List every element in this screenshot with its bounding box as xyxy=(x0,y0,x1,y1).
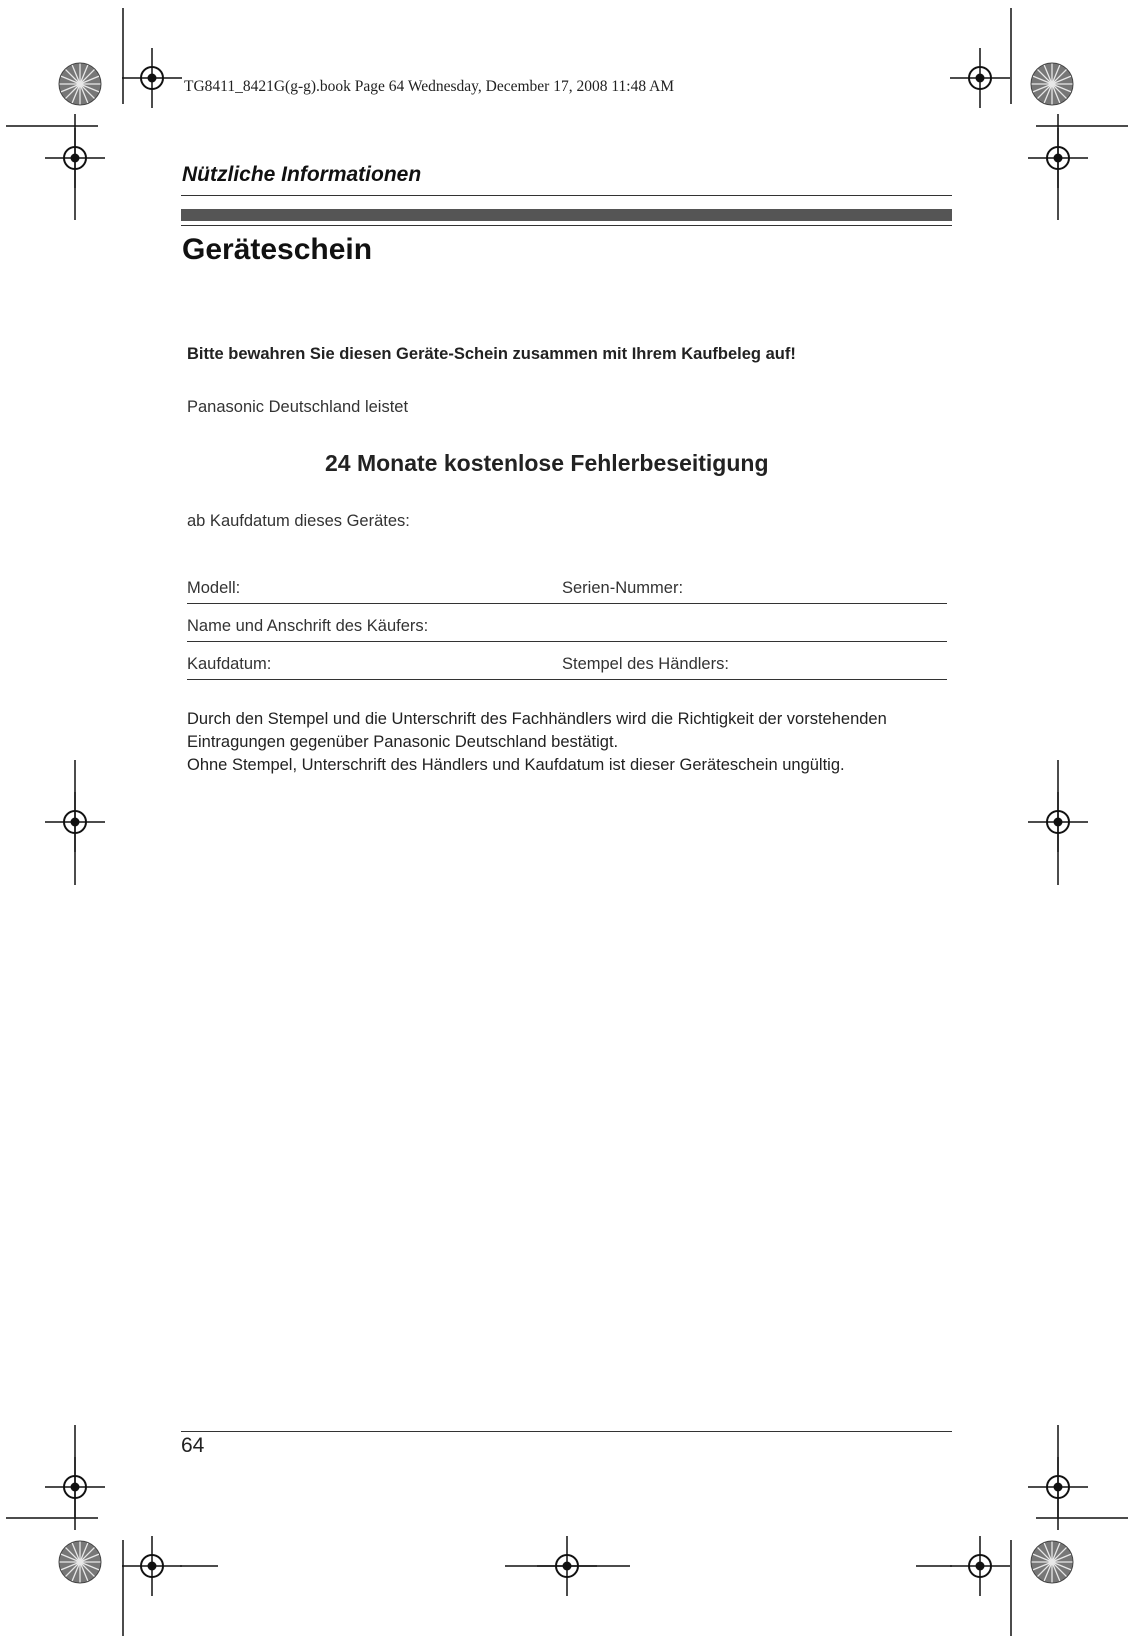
dealer-stamp-field-label: Stempel des Händlers: xyxy=(562,655,729,673)
registration-mark-icon xyxy=(950,1536,1010,1596)
crop-marks xyxy=(6,8,1128,1636)
model-field-label: Modell: xyxy=(187,579,241,597)
print-header-line: TG8411_8421G(g-g).book Page 64 Wednesday, December 17, 2008 11:48 AM xyxy=(184,78,675,95)
date-stamp-row xyxy=(187,655,947,680)
warranty-offer-heading: 24 Monate kostenlose Fehlerbeseitigung xyxy=(325,450,769,476)
footer-rule xyxy=(181,1431,952,1432)
keep-receipt-notice: Bitte bewahren Sie diesen Geräte-Schein zusammen mit Ihrem Kaufbeleg auf! xyxy=(187,345,796,363)
model-serial-row xyxy=(187,579,947,604)
buyer-row xyxy=(187,617,947,642)
serial-number-field-label: Serien-Nummer: xyxy=(562,579,684,597)
since-purchase-text: ab Kaufdatum dieses Gerätes: xyxy=(187,512,410,530)
page-title: Geräteschein xyxy=(182,233,373,266)
page-number: 64 xyxy=(181,1434,205,1457)
registration-mark-icon xyxy=(122,1536,182,1596)
validity-note xyxy=(187,708,957,777)
registration-mark-icon xyxy=(950,48,1010,108)
star-target-top-left-icon xyxy=(59,63,101,105)
star-target-bottom-left-icon xyxy=(59,1541,101,1583)
title-bar xyxy=(181,209,952,221)
star-target-bottom-right-icon xyxy=(1031,1541,1073,1583)
provider-text: Panasonic Deutschland leistet xyxy=(187,398,409,416)
registration-mark-icon xyxy=(122,48,182,108)
invalid-without-stamp-text: Ohne Stempel, Unterschrift des Händlers und Kaufdatum ist dieser Geräteschein ungültig. xyxy=(187,756,845,774)
section-rule xyxy=(181,195,952,196)
star-target-top-right-icon xyxy=(1031,63,1073,105)
confirmation-text: Durch den Stempel und die Unterschrift des Fachhändlers wird die Richtigkeit der vorstehenden Eintragungen gegenüber Panasonic Deutschland bestätigt. xyxy=(187,710,887,751)
section-title: Nützliche Informationen xyxy=(182,163,422,186)
buyer-name-address-field-label: Name und Anschrift des Käufers: xyxy=(187,617,429,635)
purchase-date-field-label: Kaufdatum: xyxy=(187,655,272,673)
title-bar-underline xyxy=(181,225,952,226)
